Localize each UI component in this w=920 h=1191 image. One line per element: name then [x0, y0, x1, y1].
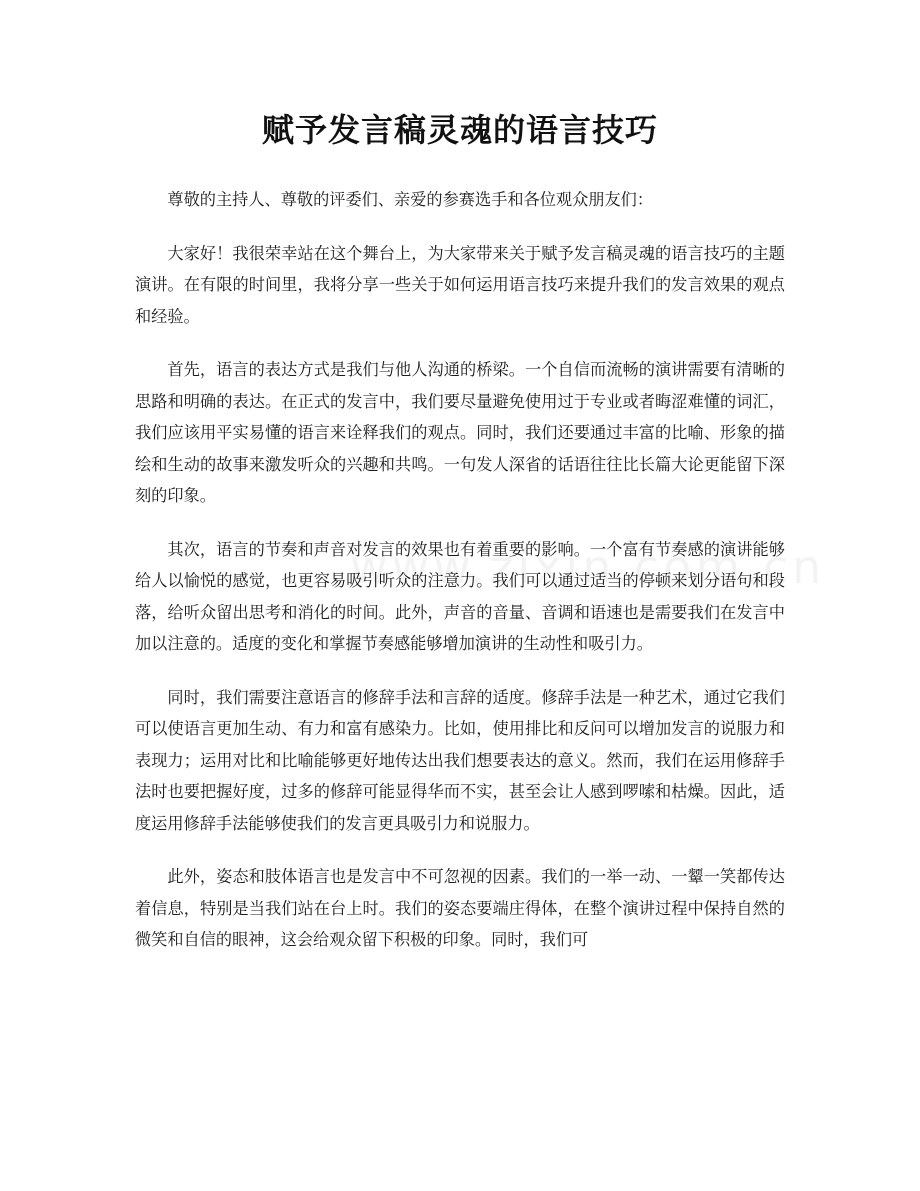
paragraph-third-point: 同时，我们需要注意语言的修辞手法和言辞的适度。修辞手法是一种艺术，通过它我们可以使语言更加生动、有力和富有感染力。比如，使用排比和反问可以增加发言的说服力和表现力；运用对比和比喻能够更好地传达出我们想要表达的意义。然而，我们在运用修辞手法时也要把握好度，过多的修辞可能显得华而不实，甚至会让人感到啰嗦和枯燥。因此，适度运用修辞手法能够使我们的发言更具吸引力和说服力。 [135, 687, 785, 833]
paragraph-first-point: 首先，语言的表达方式是我们与他人沟通的桥梁。一个自信而流畅的演讲需要有清晰的思路和明确的表达。在正式的发言中，我们要尽量避免使用过于专业或者晦涩难懂的词汇，我们应该用平实易懂的语言来诠释我们的观点。同时，我们还要通过丰富的比喻、形象的描绘和生动的故事来激发听众的兴趣和共鸣。一句发人深省的话语往往比长篇大论更能留下深刻的印象。 [135, 360, 785, 505]
paragraph-greeting: 大家好！我很荣幸站在这个舞台上，为大家带来关于赋予发言稿灵魂的语言技巧的主题演讲。在有限的时间里，我将分享一些关于如何运用语言技巧来提升我们的发言效果的观点和经验。 [135, 243, 785, 326]
paragraph-fourth-point: 此外，姿态和肢体语言也是发言中不可忽视的因素。我们的一举一动、一颦一笑都传达着信息，特别是当我们站在台上时。我们的姿态要端庄得体，在整个演讲过程中保持自然的微笑和自信的眼神，这会给观众留下积极的印象。同时，我们可 [135, 867, 785, 949]
document-body [135, 184, 785, 978]
paragraph-second-point: 其次，语言的节奏和声音对发言的效果也有着重要的影响。一个富有节奏感的演讲能够给人以愉悦的感觉，也更容易吸引听众的注意力。我们可以通过适当的停顿来划分语句和段落，给听众留出思考和消化的时间。此外，声音的音量、音调和语速也是需要我们在发言中加以注意的。适度的变化和掌握节奏感能够增加演讲的生动性和吸引力。 [135, 539, 785, 653]
paragraph-salutation: 尊敬的主持人、尊敬的评委们、亲爱的参赛选手和各位观众朋友们： [167, 190, 654, 209]
document-title: 赋予发言稿灵魂的语言技巧 [261, 111, 658, 149]
